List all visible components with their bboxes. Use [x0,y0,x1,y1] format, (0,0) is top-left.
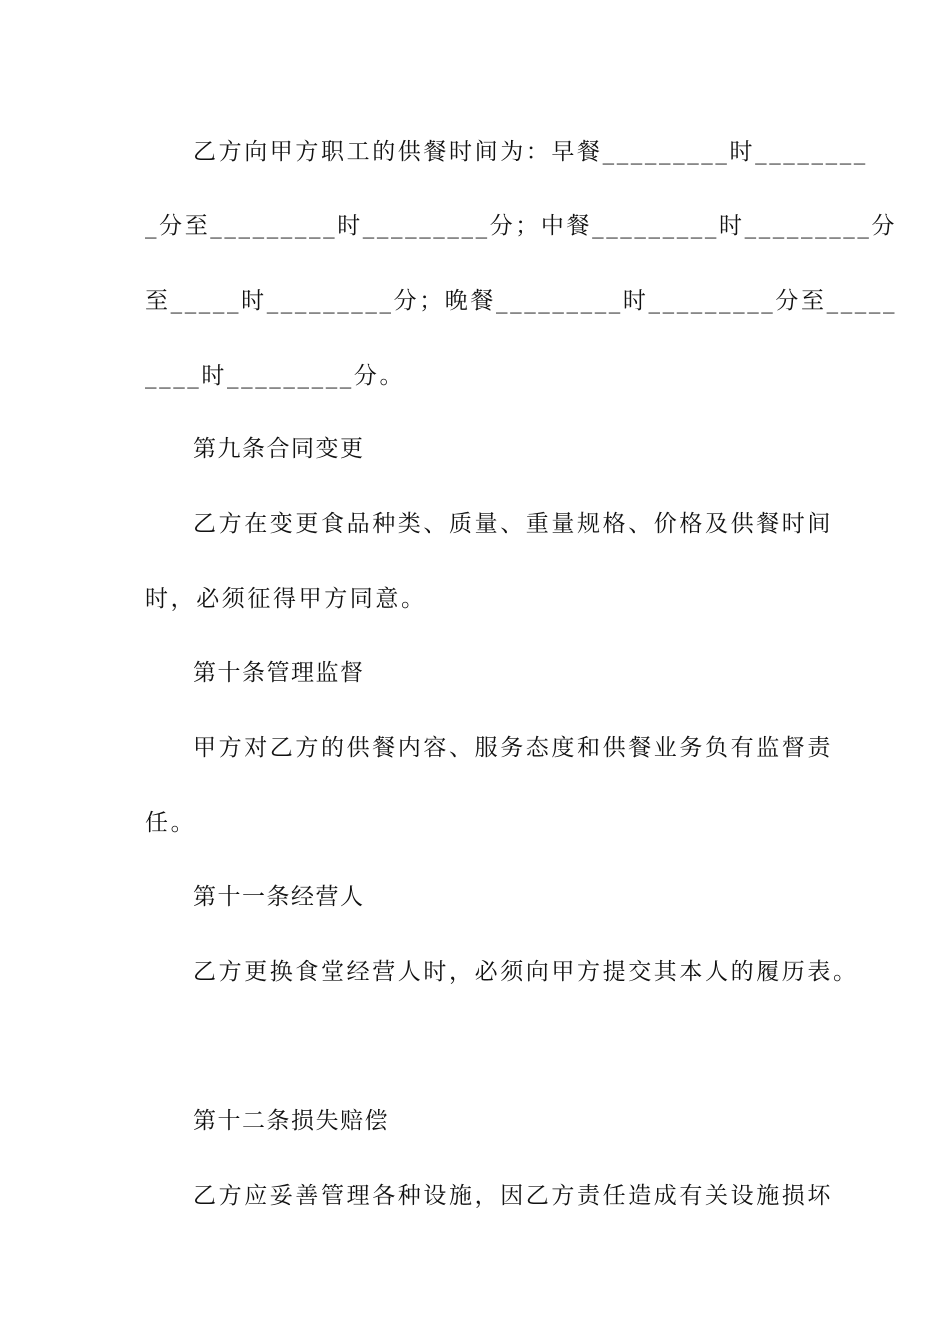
article-12-heading: 第十二条损失赔偿 [193,1108,389,1134]
article-11-heading: 第十一条经营人 [193,884,365,910]
article-12-line-1: 乙方应妥善管理各种设施，因乙方责任造成有关设施损坏 [193,1183,833,1209]
meal-time-line-2: _分至_________时_________分；中餐_________时_________分 [145,213,898,239]
article-9-line-2: 时，必须征得甲方同意。 [145,586,427,612]
meal-time-line-4: ____时_________分。 [145,363,406,389]
meal-time-line-1: 乙方向甲方职工的供餐时间为：早餐_________时________ [193,139,868,165]
meal-time-line-3: 至_____时_________分；晚餐_________时_________分至_____ [145,288,898,314]
article-10-line-1: 甲方对乙方的供餐内容、服务态度和供餐业务负有监督责 [193,735,833,761]
article-10-heading: 第十条管理监督 [193,660,365,686]
article-9-line-1: 乙方在变更食品种类、质量、重量规格、价格及供餐时间 [193,511,833,537]
article-9-heading: 第九条合同变更 [193,436,365,462]
article-10-line-2: 任。 [145,810,197,836]
article-11-line-1: 乙方更换食堂经营人时，必须向甲方提交其本人的履历表。 [193,959,859,985]
